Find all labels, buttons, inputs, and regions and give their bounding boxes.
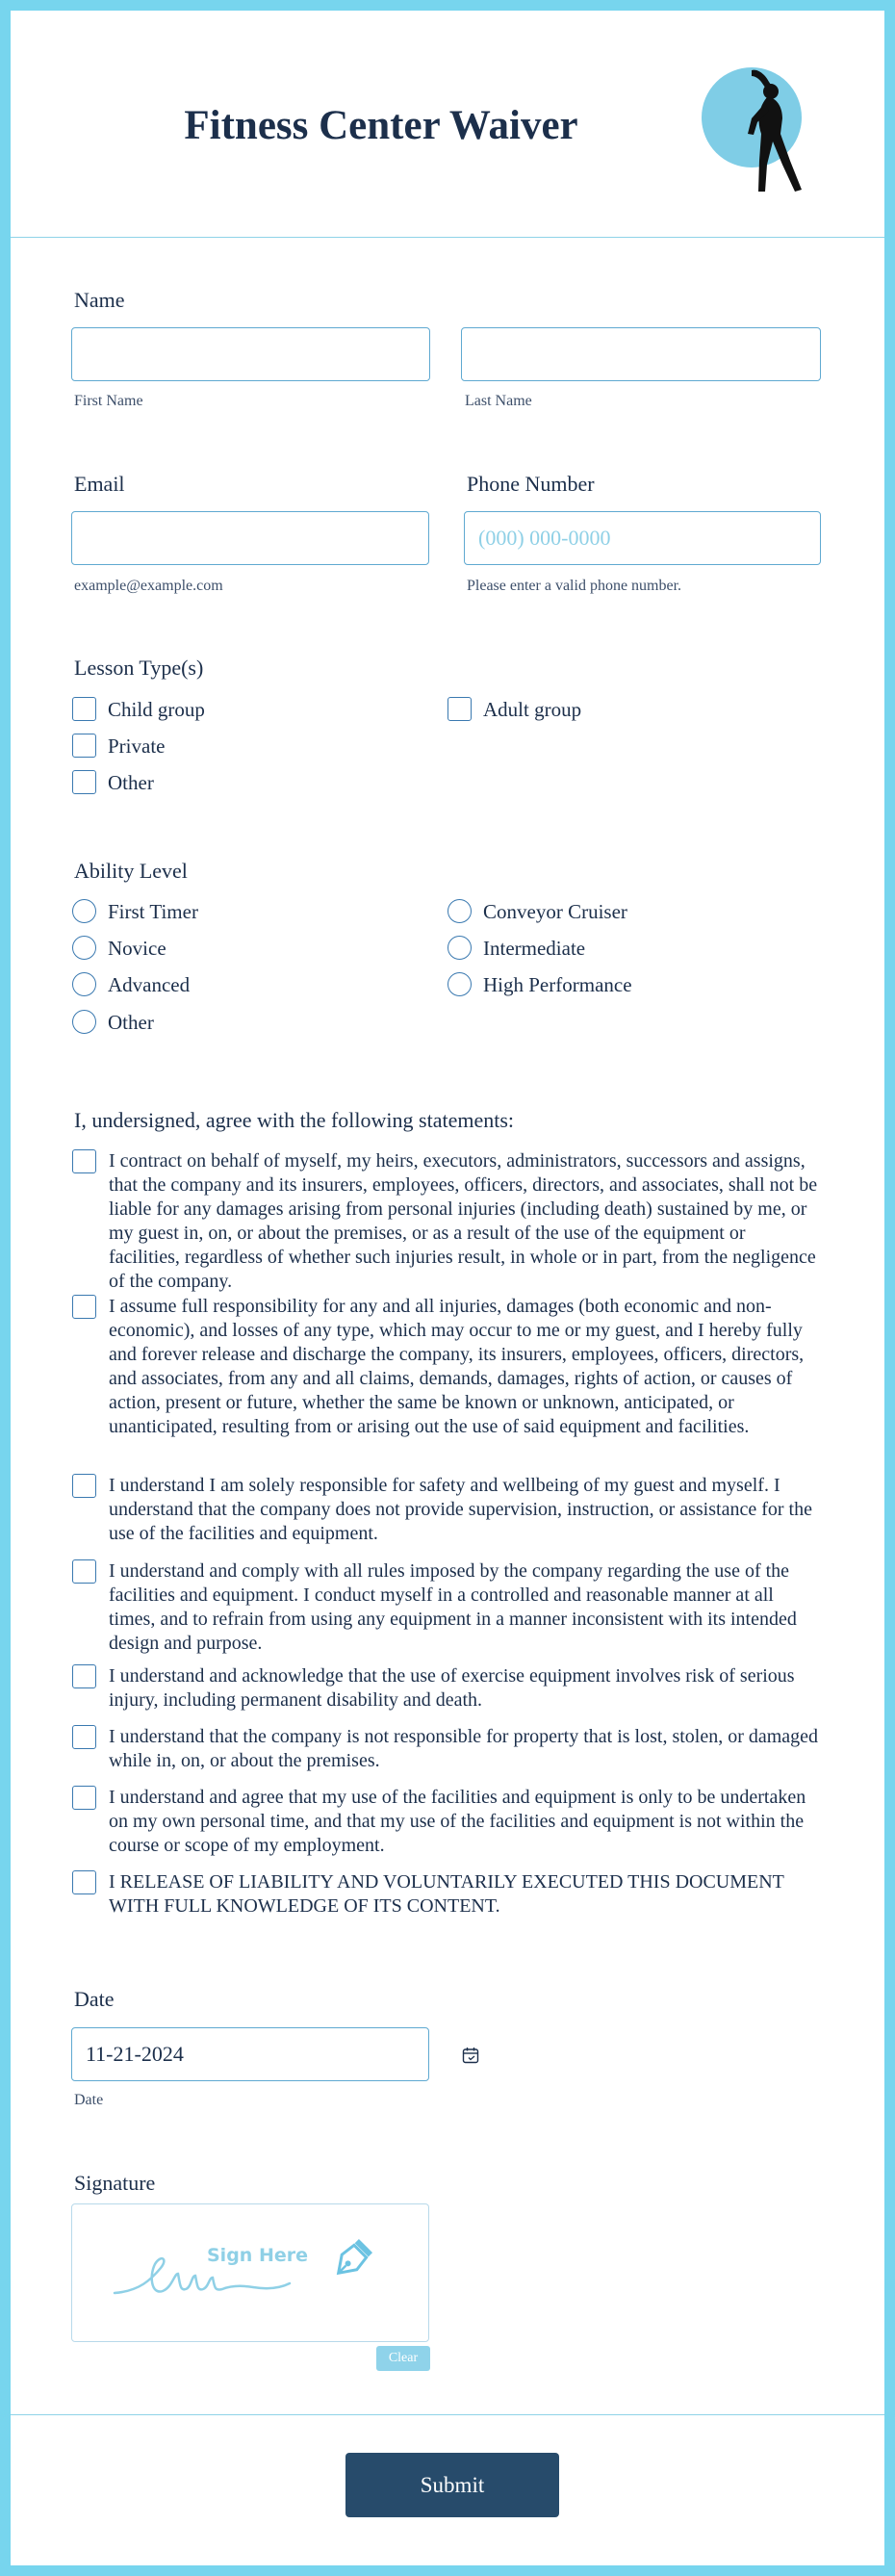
phone-label: Phone Number — [467, 472, 595, 496]
last-name-input[interactable] — [461, 327, 821, 381]
checkbox-statement-3[interactable] — [72, 1474, 96, 1498]
date-label: Date — [74, 1987, 115, 2011]
checkbox-statement-2[interactable] — [72, 1295, 96, 1319]
form-header — [11, 11, 884, 238]
option-label: Child group — [108, 698, 205, 721]
name-label: Name — [74, 288, 125, 312]
radio-intermediate[interactable] — [448, 936, 472, 960]
page-title: Fitness Center Waiver — [184, 103, 578, 148]
last-name-sublabel: Last Name — [465, 393, 532, 409]
radio-high-performance[interactable] — [448, 972, 472, 996]
date-sublabel: Date — [74, 2092, 104, 2108]
option-label: Adult group — [483, 698, 582, 721]
statement-text: I assume full responsibility for any and all injuries, damages (both economic and non-economic), and losses of any type, which may occur to me or my guest, and I hereby fully and forever release and discharge the company, its insurers, employees, officers, directors, and associates, from any and all claims, demands, damages, rights of action, or causes of action, present or future, whether the same be known or unknown, anticipated, or unanticipated, resulting from or arising out the use of said equipment and facilities. — [109, 1296, 805, 1437]
phone-sublabel: Please enter a valid phone number. — [467, 578, 682, 594]
statement-text: I understand and comply with all rules imposed by the company regarding the use of the facilities and equipment. I conduct myself in a controlled and reasonable manner at all times, and to refrain from using any equipment in a manner inconsistent with its intended design and purpose. — [109, 1560, 797, 1654]
first-name-sublabel: First Name — [74, 393, 143, 409]
statement-text: I contract on behalf of myself, my heirs, executors, administrators, successors and assigns, that the company and its insurers, employees, officers, directors, and associates, shall not be liable for any damages arising from personal injuries (including death) sustained by me, or my guest in, on, or about the premises, or as a result of the use of the equipment or facilities, regardless of whether such injuries result, in whole or in part, from the negligence of the company. — [109, 1150, 818, 1292]
checkbox-statement-5[interactable] — [72, 1664, 96, 1688]
option-label: Intermediate — [483, 937, 586, 960]
fitness-logo-icon — [702, 64, 821, 193]
radio-novice[interactable] — [72, 936, 96, 960]
form-card — [11, 11, 884, 2565]
signature-pad[interactable] — [71, 2203, 429, 2342]
statement-text: I understand and agree that my use of the facilities and equipment is only to be undertaken on my own personal time, and that my use of the facilities and equipment is not within the course or scope of my employment. — [109, 1787, 806, 1856]
checkbox-statement-1[interactable] — [72, 1149, 96, 1173]
option-label: Conveyor Cruiser — [483, 900, 627, 923]
statement-text: I understand I am solely responsible for safety and wellbeing of my guest and myself. I understand that the company does not provide supervision, instruction, or assistance for the use of the facilities and equipment. — [109, 1475, 812, 1544]
ability-level-label: Ability Level — [74, 859, 188, 883]
option-label: Private — [108, 734, 166, 758]
statement-text: I RELEASE OF LIABILITY AND VOLUNTARILY EXECUTED THIS DOCUMENT WITH FULL KNOWLEDGE OF ITS CONTENT. — [109, 1871, 784, 1917]
option-label: Other — [108, 1011, 154, 1034]
calendar-icon[interactable] — [462, 2047, 479, 2064]
email-label: Email — [74, 472, 125, 496]
radio-first-timer[interactable] — [72, 899, 96, 923]
option-label: First Timer — [108, 900, 198, 923]
signature-placeholder-graphic — [72, 2204, 430, 2343]
option-label: Novice — [108, 937, 166, 960]
checkbox-statement-6[interactable] — [72, 1725, 96, 1749]
checkbox-child-group[interactable] — [72, 697, 96, 721]
date-input[interactable] — [71, 2027, 429, 2081]
radio-advanced[interactable] — [72, 972, 96, 996]
checkbox-statement-7[interactable] — [72, 1786, 96, 1810]
statement-text: I understand and acknowledge that the use of exercise equipment involves risk of serious injury, including permanent disability and death. — [109, 1665, 795, 1711]
sign-here-text: Sign Here — [207, 2245, 308, 2266]
email-input[interactable] — [71, 511, 429, 565]
pen-nib-icon — [331, 2238, 373, 2280]
first-name-input[interactable] — [71, 327, 430, 381]
checkbox-lesson-other[interactable] — [72, 770, 96, 794]
footer-divider — [11, 2414, 884, 2415]
radio-conveyor-cruiser[interactable] — [448, 899, 472, 923]
date-value: 11-21-2024 — [86, 2042, 184, 2066]
radio-ability-other[interactable] — [72, 1010, 96, 1034]
submit-button[interactable]: Submit — [345, 2453, 559, 2517]
checkbox-adult-group[interactable] — [448, 697, 472, 721]
agreement-label: I, undersigned, agree with the following statements: — [74, 1108, 514, 1132]
option-label: High Performance — [483, 973, 632, 996]
option-label: Advanced — [108, 973, 191, 996]
clear-signature-button[interactable]: Clear — [376, 2346, 430, 2371]
checkbox-statement-8[interactable] — [72, 1870, 96, 1894]
signature-label: Signature — [74, 2171, 156, 2195]
lesson-type-label: Lesson Type(s) — [74, 656, 204, 680]
checkbox-statement-4[interactable] — [72, 1559, 96, 1584]
statement-text: I understand that the company is not responsible for property that is lost, stolen, or damaged while in, on, or about the premises. — [109, 1726, 819, 1771]
option-label: Other — [108, 771, 154, 794]
phone-input[interactable]: (000) 000-0000 — [464, 511, 821, 565]
checkbox-private[interactable] — [72, 734, 96, 758]
email-sublabel: example@example.com — [74, 578, 223, 594]
